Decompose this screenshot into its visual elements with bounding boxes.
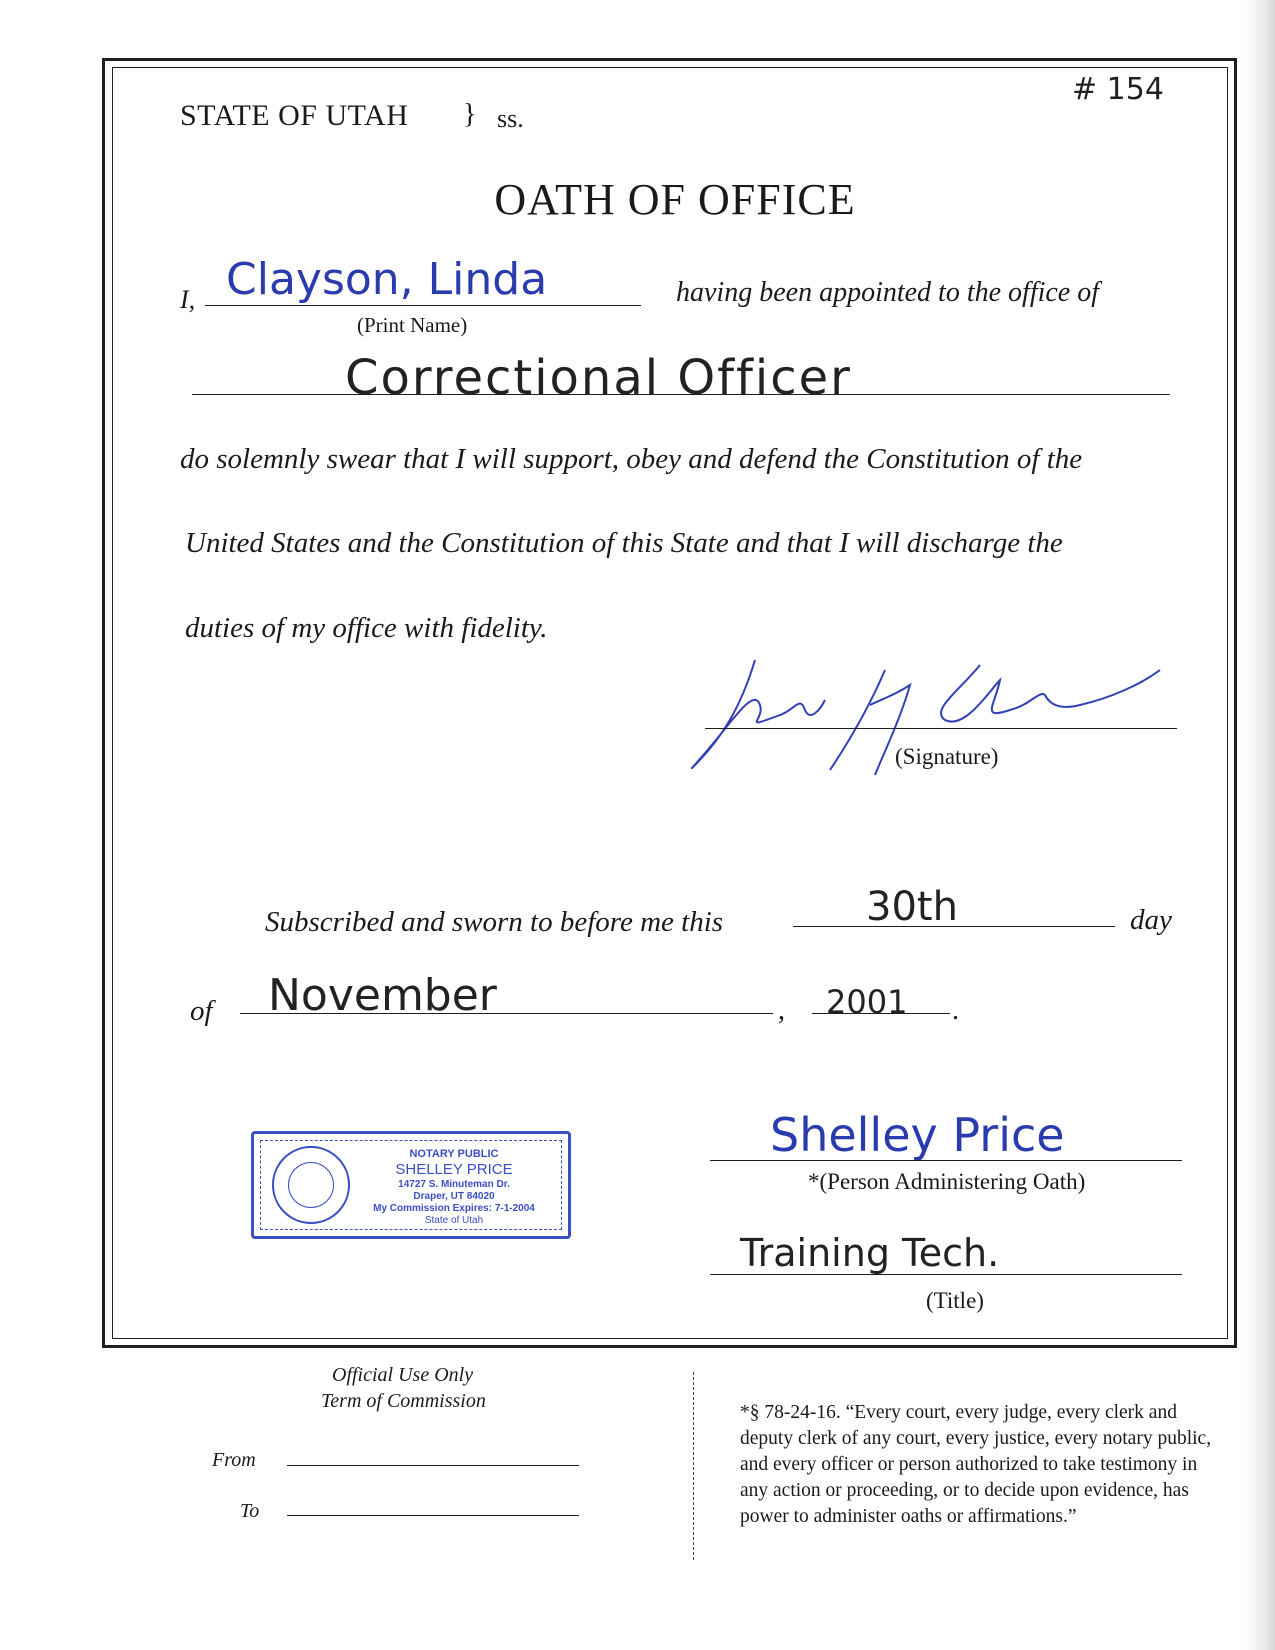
footer-divider [693, 1372, 694, 1560]
title-line [710, 1274, 1182, 1275]
from-label: From [212, 1449, 256, 1471]
day-line [793, 926, 1115, 927]
administrator-signature: Shelley Price [770, 1108, 1065, 1162]
notary-seal-stamp [251, 1131, 571, 1239]
administrator-label: *(Person Administering Oath) [808, 1169, 1086, 1194]
administrator-line [710, 1160, 1182, 1161]
from-line [287, 1465, 579, 1466]
month-value: November [268, 970, 497, 1021]
print-name-line [205, 305, 641, 306]
date-period: . [952, 995, 959, 1026]
to-label: To [240, 1500, 260, 1522]
statute-line-5: power to administer oaths or affirmations.” [740, 1506, 1077, 1527]
to-line [287, 1515, 579, 1516]
oath-text-line-2: United States and the Constitution of this State and that I will discharge the [185, 527, 1063, 559]
document-number: # 154 [1072, 72, 1164, 107]
statute-line-1: *§ 78-24-16. “Every court, every judge, every clerk and [740, 1402, 1177, 1423]
seal-line-6: State of Utah [424, 1215, 484, 1226]
oath-text-line-1: do solemnly swear that I will support, obey and defend the Constitution of the [180, 443, 1083, 475]
year-value: 2001 [826, 983, 908, 1021]
date-comma: , [778, 995, 785, 1026]
official-use-heading: Official Use Only [332, 1364, 474, 1386]
seal-line-4: Draper, UT 84020 [413, 1191, 495, 1202]
state-heading: STATE OF UTAH [180, 99, 409, 132]
office-line [192, 394, 1170, 395]
signature-label: (Signature) [895, 744, 999, 769]
day-value: 30th [866, 884, 958, 930]
print-name-label: (Print Name) [357, 313, 468, 337]
office-value: Correctional Officer [345, 350, 852, 406]
of-label: of [190, 995, 213, 1027]
appointed-text: having been appointed to the office of [676, 277, 1100, 308]
state-seal-icon [272, 1146, 350, 1224]
statute-line-2: deputy clerk of any court, every justice, every notary public, [740, 1428, 1212, 1449]
page-title: OATH OF OFFICE [494, 175, 856, 224]
day-label: day [1130, 904, 1172, 936]
statute-note [740, 1400, 1260, 1530]
state-brace: } [463, 99, 477, 130]
title-label: (Title) [926, 1288, 984, 1313]
year-line [812, 1013, 950, 1014]
state-seal-inner-ring [288, 1162, 334, 1208]
print-name-value: Clayson, Linda [226, 254, 548, 305]
subscribed-text: Subscribed and sworn to before me this [265, 906, 724, 938]
administrator-title-value: Training Tech. [740, 1231, 1000, 1275]
month-line [240, 1013, 773, 1014]
oath-text-line-3: duties of my office with fidelity. [185, 612, 548, 644]
seal-line-2: SHELLEY PRICE [395, 1161, 513, 1178]
statute-line-4: any action or proceeding, or to decide upon evidence, has [740, 1480, 1189, 1501]
i-label: I, [180, 285, 196, 314]
seal-line-5: My Commission Expires: 7-1-2004 [373, 1203, 535, 1214]
ss-abbreviation: ss. [497, 104, 524, 133]
signature-line [705, 728, 1177, 729]
statute-line-3: and every officer or person authorized to take testimony in [740, 1454, 1198, 1475]
term-of-commission-heading: Term of Commission [321, 1390, 486, 1412]
seal-line-3: 14727 S. Minuteman Dr. [398, 1179, 510, 1190]
seal-line-1: NOTARY PUBLIC [409, 1148, 499, 1160]
